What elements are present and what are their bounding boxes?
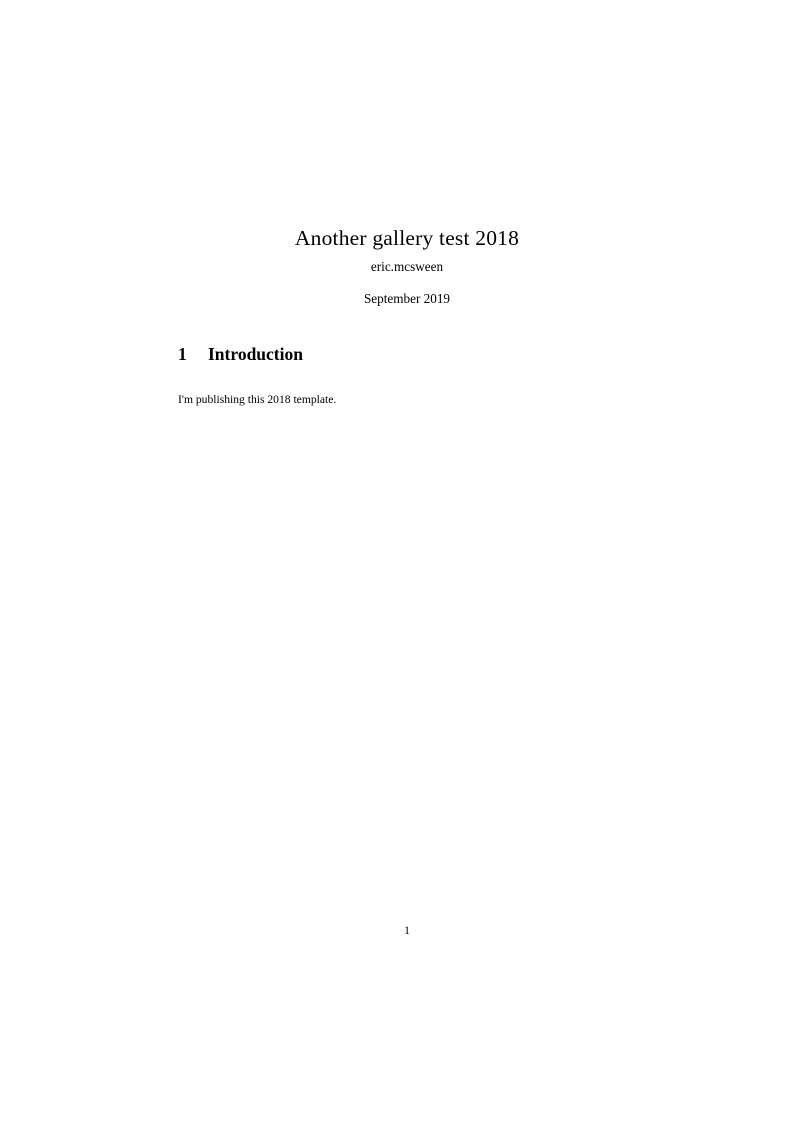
section-title: Introduction: [208, 344, 303, 364]
section-number: 1: [178, 344, 187, 364]
document-date: September 2019: [363, 291, 451, 306]
section-heading-introduction: [178, 344, 636, 365]
section-paragraph: I'm publishing this 2018 template.: [178, 392, 337, 406]
document-text-column: [178, 0, 636, 1123]
document-author: eric.mcsween: [370, 259, 444, 274]
page-number: 1: [404, 924, 410, 937]
page-title: Another gallery test 2018: [294, 226, 520, 251]
